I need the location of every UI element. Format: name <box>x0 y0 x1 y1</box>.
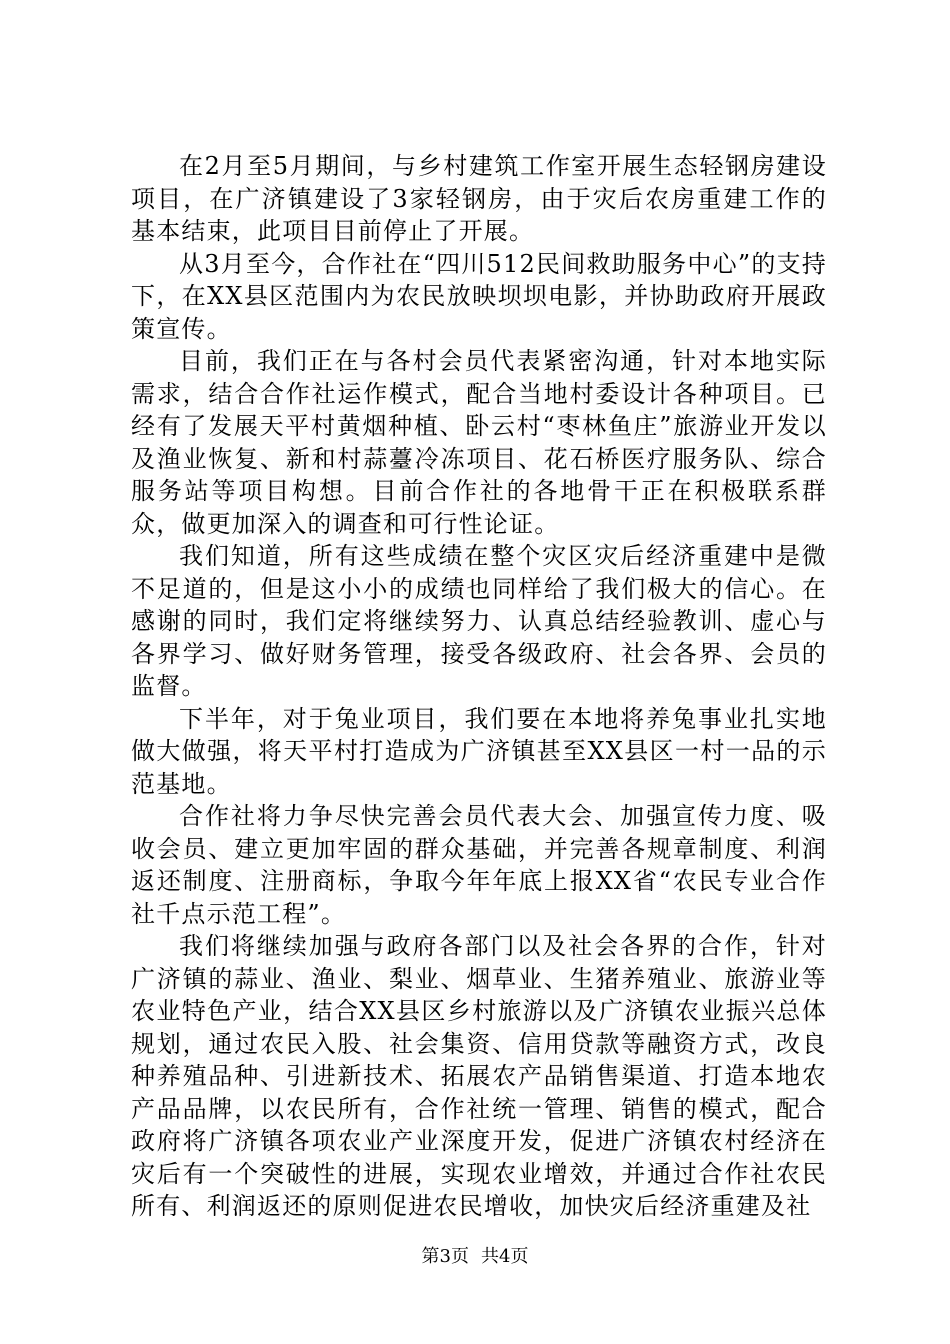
page-number: 第3页 <box>421 1246 469 1267</box>
paragraph-cooperation-outlook: 我们将继续加强与政府各部门以及社会各界的合作，针对广济镇的蒜业、渔业、梨业、烟草业、生猪养殖业、旅游业等农业特色产业，结合XX县区乡村旅游以及广济镇农业振兴总体规划，通过农民入股、社会集资、信用贷款等融资方式，改良种养殖品种、引进新技术、拓展农产品销售渠道、打造本地农产品品牌，以农民所有，合作社统一管理、销售的模式，配合政府将广济镇各项农业产业深度开发，促进广济镇农村经济在灾后有一个突破性的进展，实现农业增效，并通过合作社农民所有、利润返还的原则促进农民增收，加快灾后经济重建及社 <box>131 932 827 1220</box>
page-total: 共4页 <box>481 1246 529 1267</box>
paragraph-rabbit-project: 下半年，对于兔业项目，我们要在本地将养兔事业扎实地做大做强，将天平村打造成为广济镇甚至XX县区一村一品的示范基地。 <box>131 704 827 798</box>
paragraph-light-steel-housing: 在2月至5月期间，与乡村建筑工作室开展生态轻钢房建设项目，在广济镇建设了3家轻钢房，由于灾后农房重建工作的基本结束，此项目目前停止了开展。 <box>131 152 827 245</box>
page-footer <box>0 1246 950 1268</box>
paragraph-cooperative-plan: 合作社将力争尽快完善会员代表大会、加强宣传力度、吸收会员、建立更加牢固的群众基础，并完善各规章制度、利润返还制度、注册商标，争取今年年底上报XX省“农民专业合作社千点示范工程”。 <box>131 802 827 928</box>
document-body <box>131 150 827 1223</box>
paragraph-film-screening: 从3月至今，合作社在“四川512民间救助服务中心”的支持下，在XX县区范围内为农民放映坝坝电影，并协助政府开展政策宣传。 <box>131 249 827 343</box>
paragraph-achievements: 我们知道，所有这些成绩在整个灾区灾后经济重建中是微不足道的，但是这小小的成绩也同样给了我们极大的信心。在感谢的同时，我们定将继续努力、认真总结经验教训、虚心与各界学习、做好财务管理，接受各级政府、社会各界、会员的监督。 <box>131 542 827 700</box>
paragraph-current-projects: 目前，我们正在与各村会员代表紧密沟通，针对本地实际需求，结合合作社运作模式，配合当地村委设计各种项目。已经有了发展天平村黄烟种植、卧云村“枣林鱼庄”旅游业开发以及渔业恢复、新和村蒜薹冷冻项目、花石桥医疗服务队、综合服务站等项目构想。目前合作社的各地骨干正在积极联系群众，做更加深入的调查和可行性论证。 <box>131 347 827 538</box>
